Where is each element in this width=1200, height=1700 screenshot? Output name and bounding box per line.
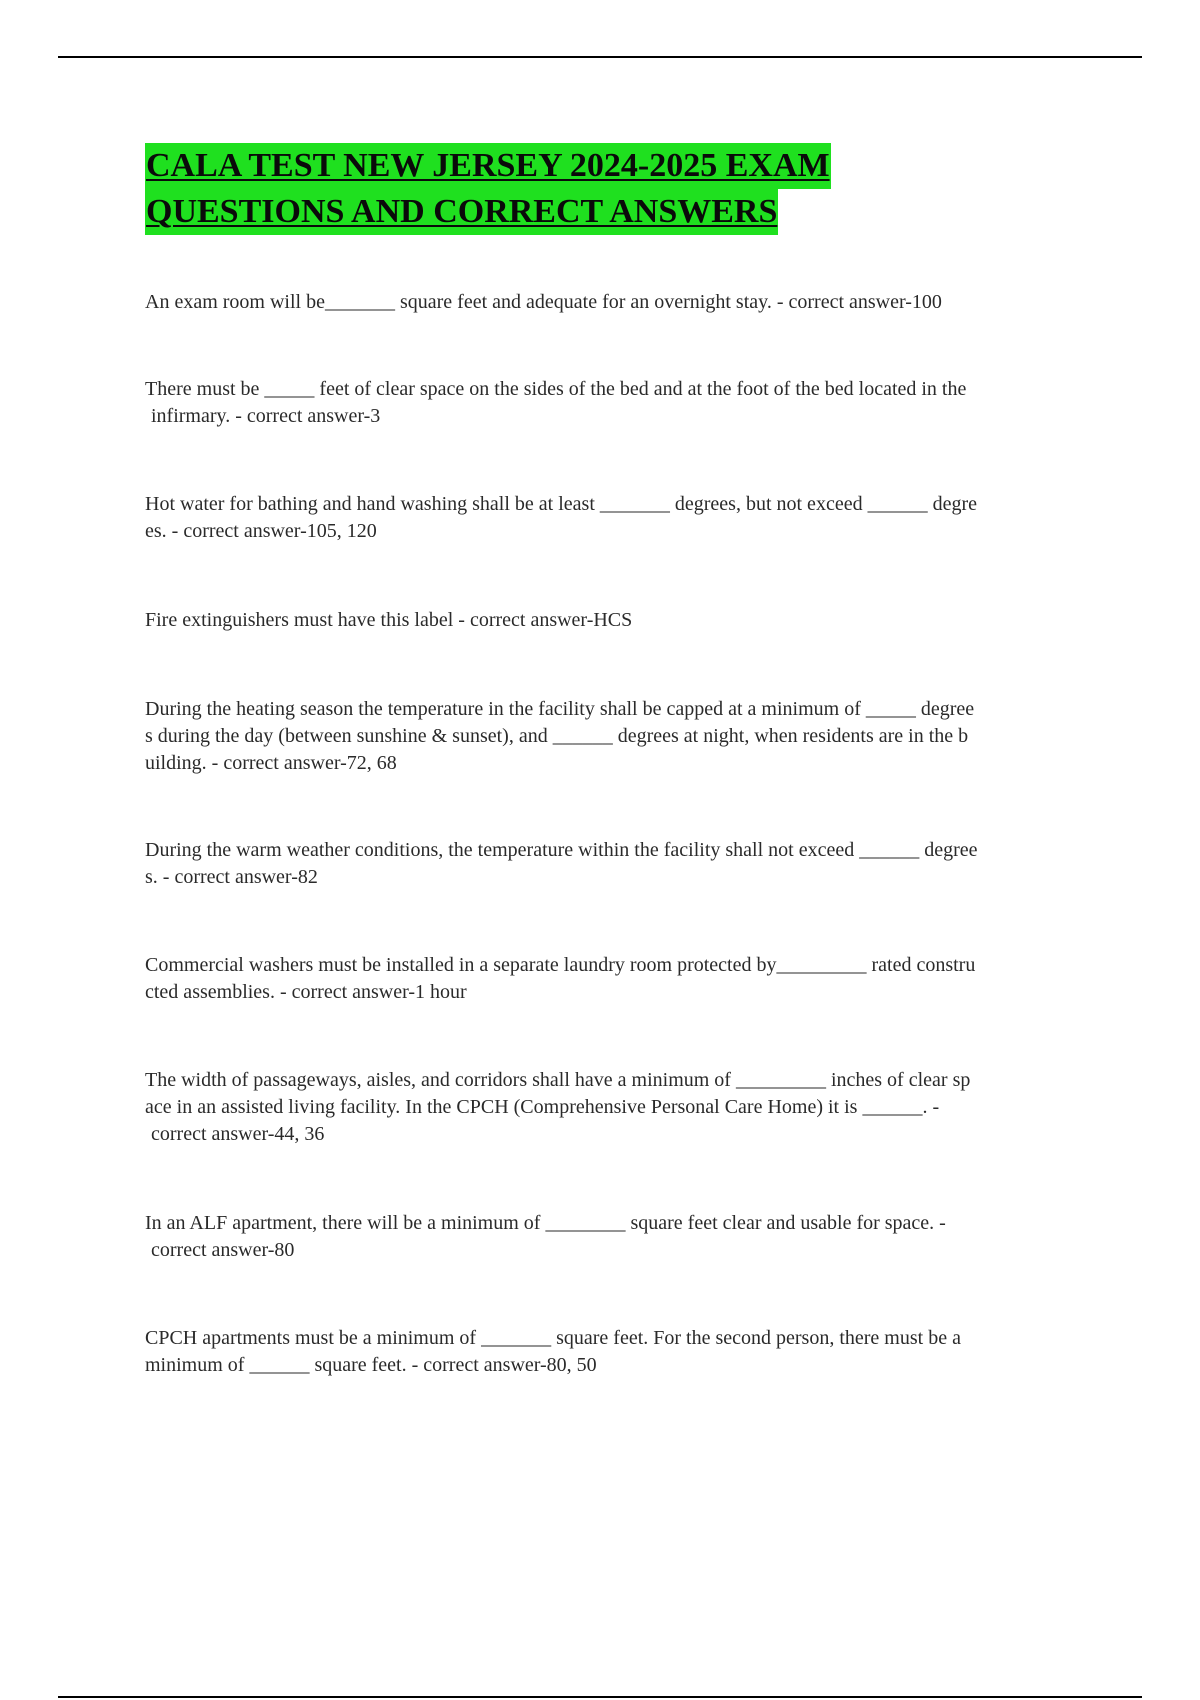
qa-item-9 bbox=[145, 1210, 1085, 1264]
qa-line: cted assemblies. - correct answer-1 hour bbox=[145, 981, 467, 1003]
qa-line: ace in an assisted living facility. In the CPCH (Comprehensive Personal Care Home) it is ______. - bbox=[145, 1096, 940, 1118]
qa-item-4 bbox=[145, 607, 1085, 634]
qa-line: In an ALF apartment, there will be a minimum of ________ square feet clear and usable for space. - bbox=[145, 1212, 946, 1234]
qa-line: Fire extinguishers must have this label - correct answer-HCS bbox=[145, 609, 633, 631]
qa-item-5 bbox=[145, 696, 1085, 777]
qa-item-8 bbox=[145, 1067, 1085, 1148]
qa-line: During the heating season the temperature in the facility shall be capped at a minimum of _____ degree bbox=[145, 698, 975, 720]
qa-line: s. - correct answer-82 bbox=[145, 866, 318, 888]
qa-line: s during the day (between sunshine & sunset), and ______ degrees at night, when residents are in the b bbox=[145, 725, 969, 747]
qa-line: During the warm weather conditions, the temperature within the facility shall not exceed ______ degree bbox=[145, 839, 978, 861]
qa-line: CPCH apartments must be a minimum of _______ square feet. For the second person, there must be a bbox=[145, 1327, 961, 1349]
qa-item-2 bbox=[145, 376, 1085, 430]
qa-line: Hot water for bathing and hand washing shall be at least _______ degrees, but not exceed ______ degre bbox=[145, 493, 977, 515]
qa-line: es. - correct answer-105, 120 bbox=[145, 520, 377, 542]
qa-item-6 bbox=[145, 837, 1085, 891]
qa-line: correct answer-44, 36 bbox=[151, 1123, 325, 1145]
document-title bbox=[145, 143, 1085, 235]
qa-item-3 bbox=[145, 491, 1085, 545]
qa-line: infirmary. - correct answer-3 bbox=[151, 405, 381, 427]
qa-line: Commercial washers must be installed in a separate laundry room protected by_________ rated constru bbox=[145, 954, 976, 976]
qa-line: There must be _____ feet of clear space on the sides of the bed and at the foot of the bed located in the bbox=[145, 378, 967, 400]
bottom-rule bbox=[58, 1696, 1142, 1698]
title-line-2: QUESTIONS AND CORRECT ANSWERS bbox=[145, 189, 778, 235]
qa-line: correct answer-80 bbox=[151, 1239, 295, 1261]
qa-line: An exam room will be_______ square feet and adequate for an overnight stay. - correct answer-100 bbox=[145, 291, 942, 313]
qa-line: The width of passageways, aisles, and corridors shall have a minimum of _________ inches of clear sp bbox=[145, 1069, 971, 1091]
top-rule bbox=[58, 56, 1142, 58]
qa-line: minimum of ______ square feet. - correct answer-80, 50 bbox=[145, 1354, 597, 1376]
qa-item-7 bbox=[145, 952, 1085, 1006]
qa-line: uilding. - correct answer-72, 68 bbox=[145, 752, 397, 774]
qa-item-10 bbox=[145, 1325, 1085, 1379]
qa-item-1 bbox=[145, 289, 1085, 316]
title-line-1: CALA TEST NEW JERSEY 2024-2025 EXAM bbox=[145, 143, 831, 189]
